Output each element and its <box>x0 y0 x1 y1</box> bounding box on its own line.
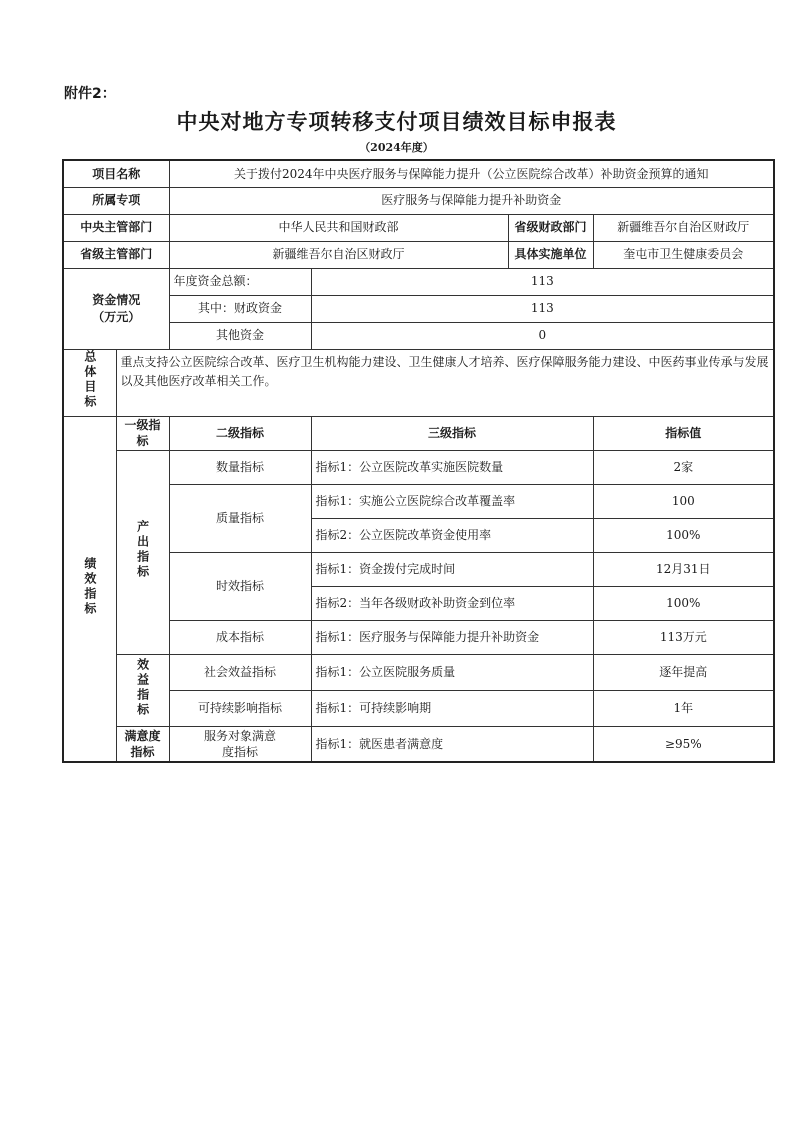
satisfaction-label: 满意度指标 <box>116 726 169 762</box>
goal-label-cell <box>63 349 116 416</box>
row-funds-fiscal <box>63 295 774 322</box>
sustain-item-value: 1年 <box>593 690 774 726</box>
header-level1: 一级指标 <box>116 416 169 450</box>
service-label: 服务对象满意度指标 <box>169 726 311 762</box>
header-level3: 三级指标 <box>311 416 593 450</box>
prov-dept-value: 新疆维吾尔自治区财政厅 <box>169 241 508 268</box>
perf-label-cell <box>63 416 116 762</box>
funds-label-cell <box>63 268 169 349</box>
quality-item-name: 指标1：实施公立医院综合改革覆盖率 <box>311 484 593 518</box>
time-item-name: 指标2：当年各级财政补助资金到位率 <box>311 586 593 620</box>
goal-label: 总体目标 <box>82 350 97 411</box>
header-value: 指标值 <box>593 416 774 450</box>
row-time-1 <box>63 552 774 586</box>
row-perf-header <box>63 416 774 450</box>
funds-fiscal-value: 113 <box>311 295 774 322</box>
time-label: 时效指标 <box>169 552 311 620</box>
project-name-label: 项目名称 <box>63 160 169 187</box>
funds-fiscal-label: 其中：财政资金 <box>169 295 311 322</box>
prov-finance-value: 新疆维吾尔自治区财政厅 <box>593 214 774 241</box>
time-item-value: 12月31日 <box>593 552 774 586</box>
sustain-label: 可持续影响指标 <box>169 690 311 726</box>
row-prov-dept <box>63 241 774 268</box>
quality-item-value: 100% <box>593 518 774 552</box>
quantity-item-name: 指标1：公立医院改革实施医院数量 <box>311 450 593 484</box>
quality-item-value: 100 <box>593 484 774 518</box>
attachment-label: 附件2： <box>64 86 116 102</box>
cost-label: 成本指标 <box>169 620 311 654</box>
performance-goal-table <box>62 159 775 763</box>
row-category <box>63 187 774 214</box>
row-quality-1 <box>63 484 774 518</box>
sustain-item-name: 指标1：可持续影响期 <box>311 690 593 726</box>
perf-label: 绩效指标 <box>82 556 97 617</box>
funds-total-label: 年度资金总额： <box>169 268 311 295</box>
benefit-label-cell <box>116 654 169 726</box>
row-quantity-1 <box>63 450 774 484</box>
row-funds-total <box>63 268 774 295</box>
row-funds-other <box>63 322 774 349</box>
social-label: 社会效益指标 <box>169 654 311 690</box>
quantity-item-value: 2家 <box>593 450 774 484</box>
quality-label: 质量指标 <box>169 484 311 552</box>
social-item-value: 逐年提高 <box>593 654 774 690</box>
header-level2: 二级指标 <box>169 416 311 450</box>
funds-label: 资金情况 <box>92 293 141 308</box>
row-social-1 <box>63 654 774 690</box>
funds-other-label: 其他资金 <box>169 322 311 349</box>
output-label: 产出指标 <box>135 519 150 580</box>
service-item-name: 指标1：就医患者满意度 <box>311 726 593 762</box>
prov-finance-label: 省级财政部门 <box>508 214 593 241</box>
row-cost-1 <box>63 620 774 654</box>
social-item-name: 指标1：公立医院服务质量 <box>311 654 593 690</box>
quantity-label: 数量指标 <box>169 450 311 484</box>
prov-dept-label: 省级主管部门 <box>63 241 169 268</box>
central-dept-value: 中华人民共和国财政部 <box>169 214 508 241</box>
row-goal <box>63 349 774 416</box>
benefit-label: 效益指标 <box>135 657 150 718</box>
cost-item-name: 指标1：医疗服务与保障能力提升补助资金 <box>311 620 593 654</box>
row-satisfaction-1 <box>63 726 774 762</box>
quality-item-name: 指标2：公立医院改革资金使用率 <box>311 518 593 552</box>
impl-unit-value: 奎屯市卫生健康委员会 <box>593 241 774 268</box>
output-label-cell <box>116 450 169 654</box>
time-item-value: 100% <box>593 586 774 620</box>
row-project-name <box>63 160 774 187</box>
funds-total-value: 113 <box>311 268 774 295</box>
year-label: （2024年度） <box>359 141 434 154</box>
goal-text: 重点支持公立医院综合改革、医疗卫生机构能力建设、卫生健康人才培养、医疗保障服务能力建设、中医药事业传承与发展以及其他医疗改革相关工作。 <box>116 349 774 416</box>
time-item-name: 指标1：资金拨付完成时间 <box>311 552 593 586</box>
project-name-value: 关于拨付2024年中央医疗服务与保障能力提升（公立医院综合改革）补助资金预算的通知 <box>169 160 774 187</box>
cost-item-value: 113万元 <box>593 620 774 654</box>
impl-unit-label: 具体实施单位 <box>508 241 593 268</box>
row-sustain-1 <box>63 690 774 726</box>
funds-other-value: 0 <box>311 322 774 349</box>
central-dept-label: 中央主管部门 <box>63 214 169 241</box>
page-title: 中央对地方专项转移支付项目绩效目标申报表 <box>176 109 617 134</box>
row-central-dept <box>63 214 774 241</box>
category-value: 医疗服务与保障能力提升补助资金 <box>169 187 774 214</box>
funds-unit: （万元） <box>92 309 141 324</box>
service-item-value: ≥95% <box>593 726 774 762</box>
category-label: 所属专项 <box>63 187 169 214</box>
